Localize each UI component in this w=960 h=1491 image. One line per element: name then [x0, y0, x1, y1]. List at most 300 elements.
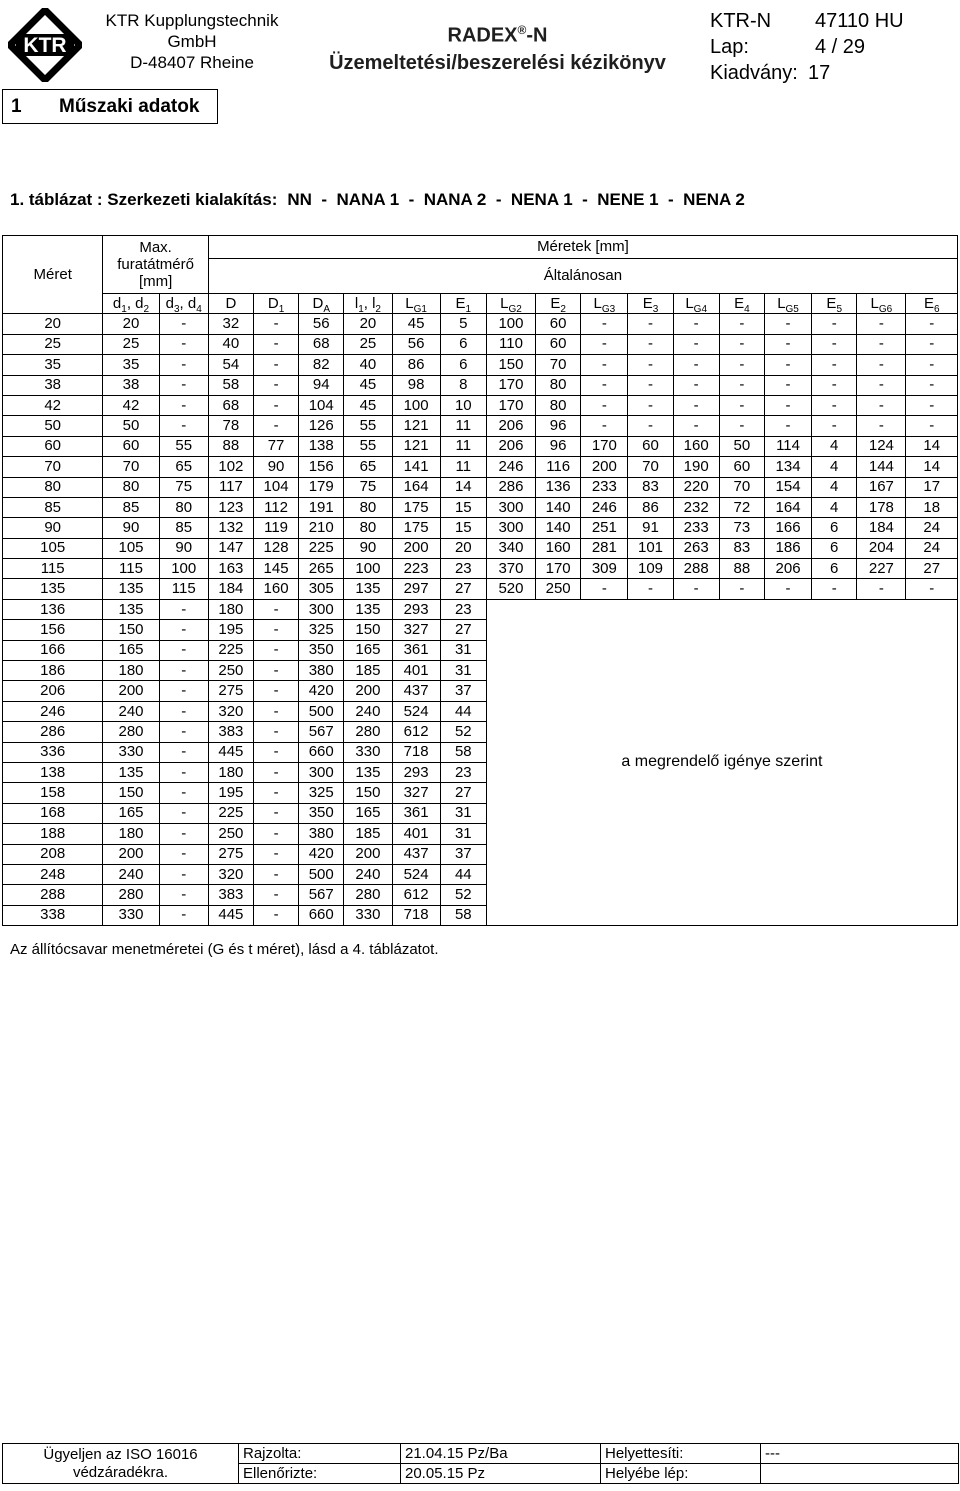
table-cell: - [812, 395, 857, 415]
table-cell: 281 [581, 538, 628, 558]
table-cell: 60 [719, 457, 764, 477]
table-cell: - [253, 885, 298, 905]
table-cell: - [159, 416, 208, 436]
table-cell: 248 [3, 864, 103, 884]
column-subscript: G5 [785, 303, 799, 314]
table-cell: 660 [299, 742, 344, 762]
table-cell: 20 [103, 314, 159, 334]
table-cell: 32 [208, 314, 253, 334]
table-cell: 338 [3, 905, 103, 925]
edition-label: Kiadvány: [710, 62, 798, 84]
table-cell: - [906, 395, 958, 415]
product-name-line [300, 17, 695, 50]
table-cell: 500 [299, 701, 344, 721]
table-cell: - [159, 722, 208, 742]
table-cell: 195 [208, 783, 253, 803]
table-cell: - [857, 314, 906, 334]
table-cell: 40 [208, 334, 253, 354]
table-cell: 124 [857, 436, 906, 456]
table-cell: 37 [440, 681, 486, 701]
table-cell: 73 [719, 518, 764, 538]
table-cell: 101 [628, 538, 673, 558]
column-subscript: 6 [933, 303, 940, 314]
table-cell: 250 [208, 661, 253, 681]
table-cell: 138 [299, 436, 344, 456]
table-cell: - [581, 416, 628, 436]
table-cell: - [906, 375, 958, 395]
caption-variants: NN - NANA 1 - NANA 2 - NENA 1 - NENE 1 - NENA 2 [287, 190, 745, 209]
general-header: Általánosan [208, 259, 957, 294]
table-cell: 135 [103, 762, 159, 782]
table-cell: 18 [906, 497, 958, 517]
table-cell: 105 [103, 538, 159, 558]
table-header-row [3, 236, 958, 259]
table-cell: 718 [392, 742, 440, 762]
table-note: Az állítócsavar menetméretei (G és t méret), lásd a 4. táblázatot. [10, 941, 439, 958]
column-subscript: 3 [652, 303, 659, 314]
table-cell: 83 [628, 477, 673, 497]
table-cell: - [906, 334, 958, 354]
section-heading [2, 89, 218, 124]
table-cell: 361 [392, 640, 440, 660]
table-cell: 160 [536, 538, 581, 558]
document-footer [2, 1443, 959, 1484]
table-cell: 20 [440, 538, 486, 558]
column-symbol: D [312, 294, 324, 312]
table-cell: 31 [440, 640, 486, 660]
table-cell: - [581, 375, 628, 395]
column-symbol: , l [363, 294, 376, 312]
table-cell: 204 [857, 538, 906, 558]
table-cell: - [253, 864, 298, 884]
table-cell: 383 [208, 722, 253, 742]
table-cell: 286 [486, 477, 535, 497]
table-cell: 170 [486, 375, 535, 395]
table-cell: 520 [486, 579, 535, 599]
table-cell: - [159, 783, 208, 803]
table-cell: 116 [536, 457, 581, 477]
table-cell: 150 [486, 355, 535, 375]
table-cell: 70 [3, 457, 103, 477]
table-cell: 250 [536, 579, 581, 599]
table-header-row [3, 294, 958, 314]
table-cell: 170 [536, 559, 581, 579]
table-cell: 132 [208, 518, 253, 538]
table-cell: - [812, 375, 857, 395]
table-cell: 180 [208, 762, 253, 782]
column-subscript: G4 [693, 303, 708, 314]
table-row [3, 579, 958, 599]
table-cell: 90 [159, 538, 208, 558]
column-subscript: G2 [508, 303, 522, 314]
table-cell: - [253, 395, 298, 415]
table-cell: - [159, 334, 208, 354]
table-cell: 138 [3, 762, 103, 782]
table-cell: 200 [581, 457, 628, 477]
column-symbol: L [870, 294, 879, 312]
column-symbol: E [455, 294, 466, 312]
table-cell: 195 [208, 620, 253, 640]
table-cell: 305 [299, 579, 344, 599]
table-cell: 150 [103, 783, 159, 803]
table-cell: 104 [299, 395, 344, 415]
table-cell: 180 [208, 599, 253, 619]
table-cell: 200 [344, 681, 392, 701]
max-bore-header [103, 236, 208, 294]
table-cell: 383 [208, 885, 253, 905]
table-cell: - [673, 334, 719, 354]
table-cell: 117 [208, 477, 253, 497]
size-header: Méret [3, 236, 103, 314]
table-cell: 27 [440, 620, 486, 640]
table-cell: - [159, 355, 208, 375]
table-cell: - [159, 905, 208, 925]
table-cell: - [628, 355, 673, 375]
table-row [3, 497, 958, 517]
table-cell: 233 [673, 518, 719, 538]
column-subscript: 4 [196, 303, 202, 314]
dimensions-table [2, 235, 958, 926]
table-cell: 80 [344, 497, 392, 517]
column-symbol: E [734, 294, 745, 312]
checked-label: Ellenőrizte: [239, 1464, 401, 1484]
table-cell: - [159, 885, 208, 905]
table-cell: 14 [440, 477, 486, 497]
table-cell: 567 [299, 722, 344, 742]
column-header [486, 294, 535, 314]
table-cell: 109 [628, 559, 673, 579]
column-header [719, 294, 764, 314]
table-cell: 80 [344, 518, 392, 538]
table-cell: 50 [103, 416, 159, 436]
table-cell: 135 [344, 762, 392, 782]
table-cell: 35 [3, 355, 103, 375]
table-cell: 80 [536, 395, 581, 415]
table-cell: - [764, 375, 811, 395]
column-subscript: 4 [744, 303, 750, 314]
column-symbol: D [267, 294, 279, 312]
table-cell: 88 [208, 436, 253, 456]
table-cell: 175 [392, 497, 440, 517]
table-cell: 150 [344, 620, 392, 640]
company-address [92, 10, 292, 73]
table-cell: 380 [299, 661, 344, 681]
registered-mark: ® [517, 23, 527, 37]
column-subscript: 1 [358, 303, 364, 314]
table-cell: 44 [440, 701, 486, 721]
table-cell: 185 [344, 661, 392, 681]
table-cell: 300 [486, 518, 535, 538]
table-cell: 165 [344, 640, 392, 660]
table-cell: 185 [344, 824, 392, 844]
table-cell: 250 [208, 824, 253, 844]
table-cell: - [906, 314, 958, 334]
table-cell: 500 [299, 864, 344, 884]
table-cell: 158 [3, 783, 103, 803]
table-cell: 330 [103, 905, 159, 925]
table-cell: 240 [344, 701, 392, 721]
table-cell: 52 [440, 885, 486, 905]
column-symbol: l [354, 294, 359, 312]
table-cell: 70 [628, 457, 673, 477]
product-title [300, 17, 695, 77]
table-cell: 175 [392, 518, 440, 538]
table-cell: 42 [3, 395, 103, 415]
table-cell: 165 [344, 803, 392, 823]
table-cell: 288 [3, 885, 103, 905]
column-subscript: G6 [878, 303, 893, 314]
table-cell: - [159, 864, 208, 884]
table-cell: - [159, 803, 208, 823]
table-cell: 350 [299, 640, 344, 660]
replaced-by-label: Helyébe lép: [601, 1464, 761, 1484]
table-cell: 100 [159, 559, 208, 579]
table-cell: 136 [3, 599, 103, 619]
table-cell: 45 [392, 314, 440, 334]
table-cell: 83 [719, 538, 764, 558]
company-form: GmbH [167, 32, 217, 51]
table-cell: - [253, 599, 298, 619]
iso-note-line-1: Ügyeljen az ISO 16016 [43, 1445, 198, 1463]
table-cell: - [159, 620, 208, 640]
table-cell: 330 [344, 905, 392, 925]
table-cell: 420 [299, 844, 344, 864]
table-cell: 8 [440, 375, 486, 395]
table-cell: 350 [299, 803, 344, 823]
table-cell: 165 [103, 803, 159, 823]
table-cell: 232 [673, 497, 719, 517]
table-cell: 4 [812, 477, 857, 497]
table-cell: 31 [440, 803, 486, 823]
column-header [103, 294, 159, 314]
table-cell: - [628, 579, 673, 599]
table-cell: - [673, 395, 719, 415]
table-cell: 135 [3, 579, 103, 599]
table-cell: 14 [906, 457, 958, 477]
table-cell: - [673, 579, 719, 599]
table-cell: 309 [581, 559, 628, 579]
column-header [581, 294, 628, 314]
table-cell: 166 [764, 518, 811, 538]
table-cell: 144 [857, 457, 906, 477]
table-cell: 68 [208, 395, 253, 415]
table-cell: - [812, 579, 857, 599]
table-cell: - [812, 355, 857, 375]
table-cell: 206 [486, 416, 535, 436]
table-cell: 178 [857, 497, 906, 517]
table-cell: 200 [392, 538, 440, 558]
table-cell: 85 [159, 518, 208, 538]
table-cell: 11 [440, 416, 486, 436]
table-cell: 88 [719, 559, 764, 579]
table-cell: - [673, 375, 719, 395]
table-cell: 4 [812, 457, 857, 477]
table-cell: 370 [486, 559, 535, 579]
table-cell: 200 [103, 844, 159, 864]
column-symbol: E [826, 294, 837, 312]
section-number: 1 [11, 96, 22, 117]
table-cell: - [253, 334, 298, 354]
page-header [0, 0, 960, 88]
table-cell: - [906, 355, 958, 375]
table-cell: 220 [673, 477, 719, 497]
table-cell: - [812, 416, 857, 436]
column-subscript: 3 [173, 303, 180, 314]
column-symbol: L [500, 294, 509, 312]
table-cell: 31 [440, 824, 486, 844]
column-header [628, 294, 673, 314]
table-cell: 206 [764, 559, 811, 579]
table-cell: 361 [392, 803, 440, 823]
table-cell: 58 [208, 375, 253, 395]
table-cell: 134 [764, 457, 811, 477]
column-symbol: E [550, 294, 561, 312]
table-cell: - [857, 375, 906, 395]
table-cell: - [253, 620, 298, 640]
table-cell: 275 [208, 844, 253, 864]
table-cell: 11 [440, 457, 486, 477]
table-cell: - [857, 334, 906, 354]
table-cell: 280 [103, 722, 159, 742]
product-name: RADEX [447, 24, 518, 47]
table-cell: - [581, 314, 628, 334]
column-symbol: L [777, 294, 786, 312]
table-cell: 115 [103, 559, 159, 579]
table-cell: 110 [486, 334, 535, 354]
table-cell: 42 [103, 395, 159, 415]
table-cell: - [159, 640, 208, 660]
table-cell: - [906, 416, 958, 436]
table-cell: 6 [812, 518, 857, 538]
table-cell: 164 [392, 477, 440, 497]
table-cell: 44 [440, 864, 486, 884]
column-symbol: E [923, 294, 934, 312]
caption-prefix: 1. táblázat : Szerkezeti kialakítás: [10, 190, 278, 209]
custom-order-note: a megrendelő igénye szerint [486, 599, 957, 925]
table-cell: - [159, 742, 208, 762]
table-cell: - [253, 742, 298, 762]
column-header [812, 294, 857, 314]
table-cell: 60 [536, 314, 581, 334]
table-cell: 38 [3, 375, 103, 395]
table-cell: 263 [673, 538, 719, 558]
table-cell: 190 [673, 457, 719, 477]
table-cell: - [764, 334, 811, 354]
table-cell: 191 [299, 497, 344, 517]
ktr-logo [8, 8, 82, 82]
table-caption [10, 190, 745, 210]
table-cell: 206 [3, 681, 103, 701]
table-row [3, 457, 958, 477]
table-cell: 86 [628, 497, 673, 517]
table-cell: 58 [440, 905, 486, 925]
table-cell: 85 [3, 497, 103, 517]
table-cell: 96 [536, 416, 581, 436]
table-cell: - [812, 334, 857, 354]
table-cell: 56 [392, 334, 440, 354]
table-row [3, 375, 958, 395]
column-subscript: G3 [601, 303, 616, 314]
table-cell: 286 [3, 722, 103, 742]
table-cell: 524 [392, 864, 440, 884]
table-row [3, 559, 958, 579]
table-cell: 150 [103, 620, 159, 640]
table-cell: 90 [344, 538, 392, 558]
table-row [3, 599, 958, 619]
table-cell: 121 [392, 436, 440, 456]
section-title: Műszaki adatok [59, 96, 200, 117]
table-cell: 25 [103, 334, 159, 354]
table-cell: 37 [440, 844, 486, 864]
column-subscript: 1 [121, 303, 127, 314]
table-cell: 50 [3, 416, 103, 436]
column-subscript: 2 [143, 303, 150, 314]
table-cell: - [673, 314, 719, 334]
table-cell: - [581, 355, 628, 375]
table-cell: 275 [208, 681, 253, 701]
table-cell: 288 [673, 559, 719, 579]
table-cell: 156 [3, 620, 103, 640]
table-cell: - [857, 579, 906, 599]
table-cell: 300 [299, 762, 344, 782]
table-cell: - [253, 803, 298, 823]
product-suffix: -N [526, 24, 548, 47]
table-cell: - [857, 416, 906, 436]
table-cell: 23 [440, 559, 486, 579]
table-cell: - [581, 334, 628, 354]
column-symbol: L [405, 294, 414, 312]
table-cell: - [253, 355, 298, 375]
table-cell: 135 [344, 579, 392, 599]
table-cell: 612 [392, 885, 440, 905]
table-cell: - [253, 640, 298, 660]
column-subscript: 2 [375, 303, 381, 314]
table-cell: 320 [208, 864, 253, 884]
table-cell: 98 [392, 375, 440, 395]
table-cell: - [253, 701, 298, 721]
table-cell: 91 [628, 518, 673, 538]
table-cell: 225 [208, 640, 253, 660]
table-cell: 100 [392, 395, 440, 415]
doc-code-value: 47110 HU [815, 10, 904, 32]
table-cell: 24 [906, 538, 958, 558]
table-cell: - [673, 355, 719, 375]
table-cell: 280 [344, 722, 392, 742]
table-cell: 24 [906, 518, 958, 538]
table-cell: - [764, 314, 811, 334]
table-cell: 52 [440, 722, 486, 742]
table-cell: 27 [906, 559, 958, 579]
table-cell: 180 [103, 824, 159, 844]
table-cell: 327 [392, 620, 440, 640]
table-cell: 104 [253, 477, 298, 497]
table-cell: 65 [159, 457, 208, 477]
document-info [710, 8, 955, 86]
table-cell: 330 [103, 742, 159, 762]
column-header [857, 294, 906, 314]
table-cell: 85 [103, 497, 159, 517]
table-cell: 60 [536, 334, 581, 354]
table-cell: 126 [299, 416, 344, 436]
table-cell: 20 [344, 314, 392, 334]
table-cell: - [628, 375, 673, 395]
table-cell: 121 [392, 416, 440, 436]
table-cell: - [159, 599, 208, 619]
table-cell: 17 [906, 477, 958, 497]
page-label: Lap: [710, 36, 749, 58]
table-cell: - [253, 722, 298, 742]
table-cell: 163 [208, 559, 253, 579]
